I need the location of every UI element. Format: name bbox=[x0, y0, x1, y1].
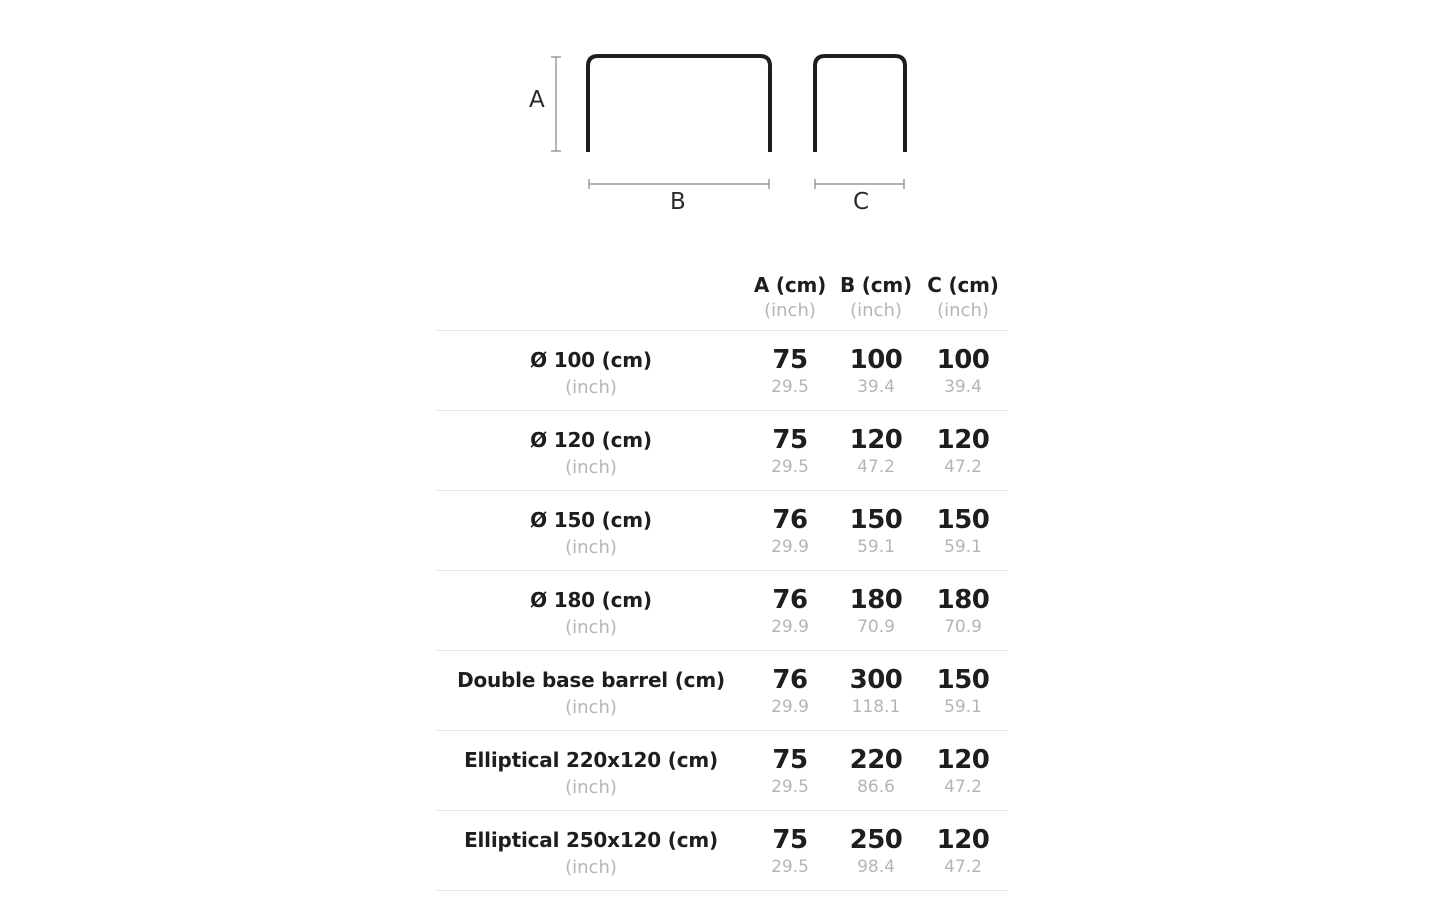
dimension-b-line bbox=[589, 179, 769, 189]
header-c: C (cm) (inch) bbox=[927, 273, 999, 321]
dimension-a-label: A bbox=[529, 87, 545, 113]
row-label: Ø 120 (cm) (inch) bbox=[530, 428, 652, 478]
value-c: 150 59.1 bbox=[936, 665, 990, 717]
value-c: 120 47.2 bbox=[936, 425, 990, 477]
header-a: A (cm) (inch) bbox=[753, 273, 827, 321]
table-row bbox=[436, 731, 1008, 811]
value-c: 120 47.2 bbox=[936, 825, 990, 877]
value-a: 76 29.9 bbox=[771, 585, 809, 637]
front-profile-shape bbox=[588, 56, 770, 152]
value-c: 180 70.9 bbox=[936, 585, 990, 637]
row-label: Elliptical 220x120 (cm) (inch) bbox=[464, 748, 718, 798]
value-b: 300 118.1 bbox=[849, 665, 903, 717]
value-b: 180 70.9 bbox=[849, 585, 903, 637]
value-b: 100 39.4 bbox=[849, 345, 903, 397]
row-label: Ø 150 (cm) (inch) bbox=[530, 508, 652, 558]
value-a: 75 29.5 bbox=[771, 425, 809, 477]
value-a: 75 29.5 bbox=[771, 345, 809, 397]
value-a: 76 29.9 bbox=[771, 505, 809, 557]
dimension-a-line bbox=[551, 57, 561, 151]
header-b: B (cm) (inch) bbox=[840, 273, 912, 321]
value-b: 220 86.6 bbox=[849, 745, 903, 797]
table-row bbox=[436, 331, 1008, 411]
row-label: Ø 180 (cm) (inch) bbox=[530, 588, 652, 638]
table-row bbox=[436, 491, 1008, 571]
value-c: 120 47.2 bbox=[936, 745, 990, 797]
table-row bbox=[436, 811, 1008, 891]
dimension-c-line bbox=[815, 179, 904, 189]
value-b: 120 47.2 bbox=[849, 425, 903, 477]
dimension-diagram bbox=[0, 0, 1440, 240]
value-c: 100 39.4 bbox=[936, 345, 990, 397]
row-label: Ø 100 (cm) (inch) bbox=[530, 348, 652, 398]
dimension-c-label: C bbox=[853, 189, 870, 215]
table-profile-drawing bbox=[0, 0, 1440, 240]
value-b: 250 98.4 bbox=[849, 825, 903, 877]
row-label: Double base barrel (cm) (inch) bbox=[457, 668, 725, 718]
table-row bbox=[436, 411, 1008, 491]
dimensions-table bbox=[436, 268, 1008, 891]
table-row bbox=[436, 651, 1008, 731]
side-profile-shape bbox=[815, 56, 905, 152]
value-c: 150 59.1 bbox=[936, 505, 990, 557]
value-a: 76 29.9 bbox=[771, 665, 809, 717]
table-header-row bbox=[436, 268, 1008, 331]
table-row bbox=[436, 571, 1008, 651]
row-label: Elliptical 250x120 (cm) (inch) bbox=[464, 828, 718, 878]
value-a: 75 29.5 bbox=[771, 745, 809, 797]
value-b: 150 59.1 bbox=[849, 505, 903, 557]
dimension-b-label: B bbox=[670, 189, 686, 215]
value-a: 75 29.5 bbox=[771, 825, 809, 877]
